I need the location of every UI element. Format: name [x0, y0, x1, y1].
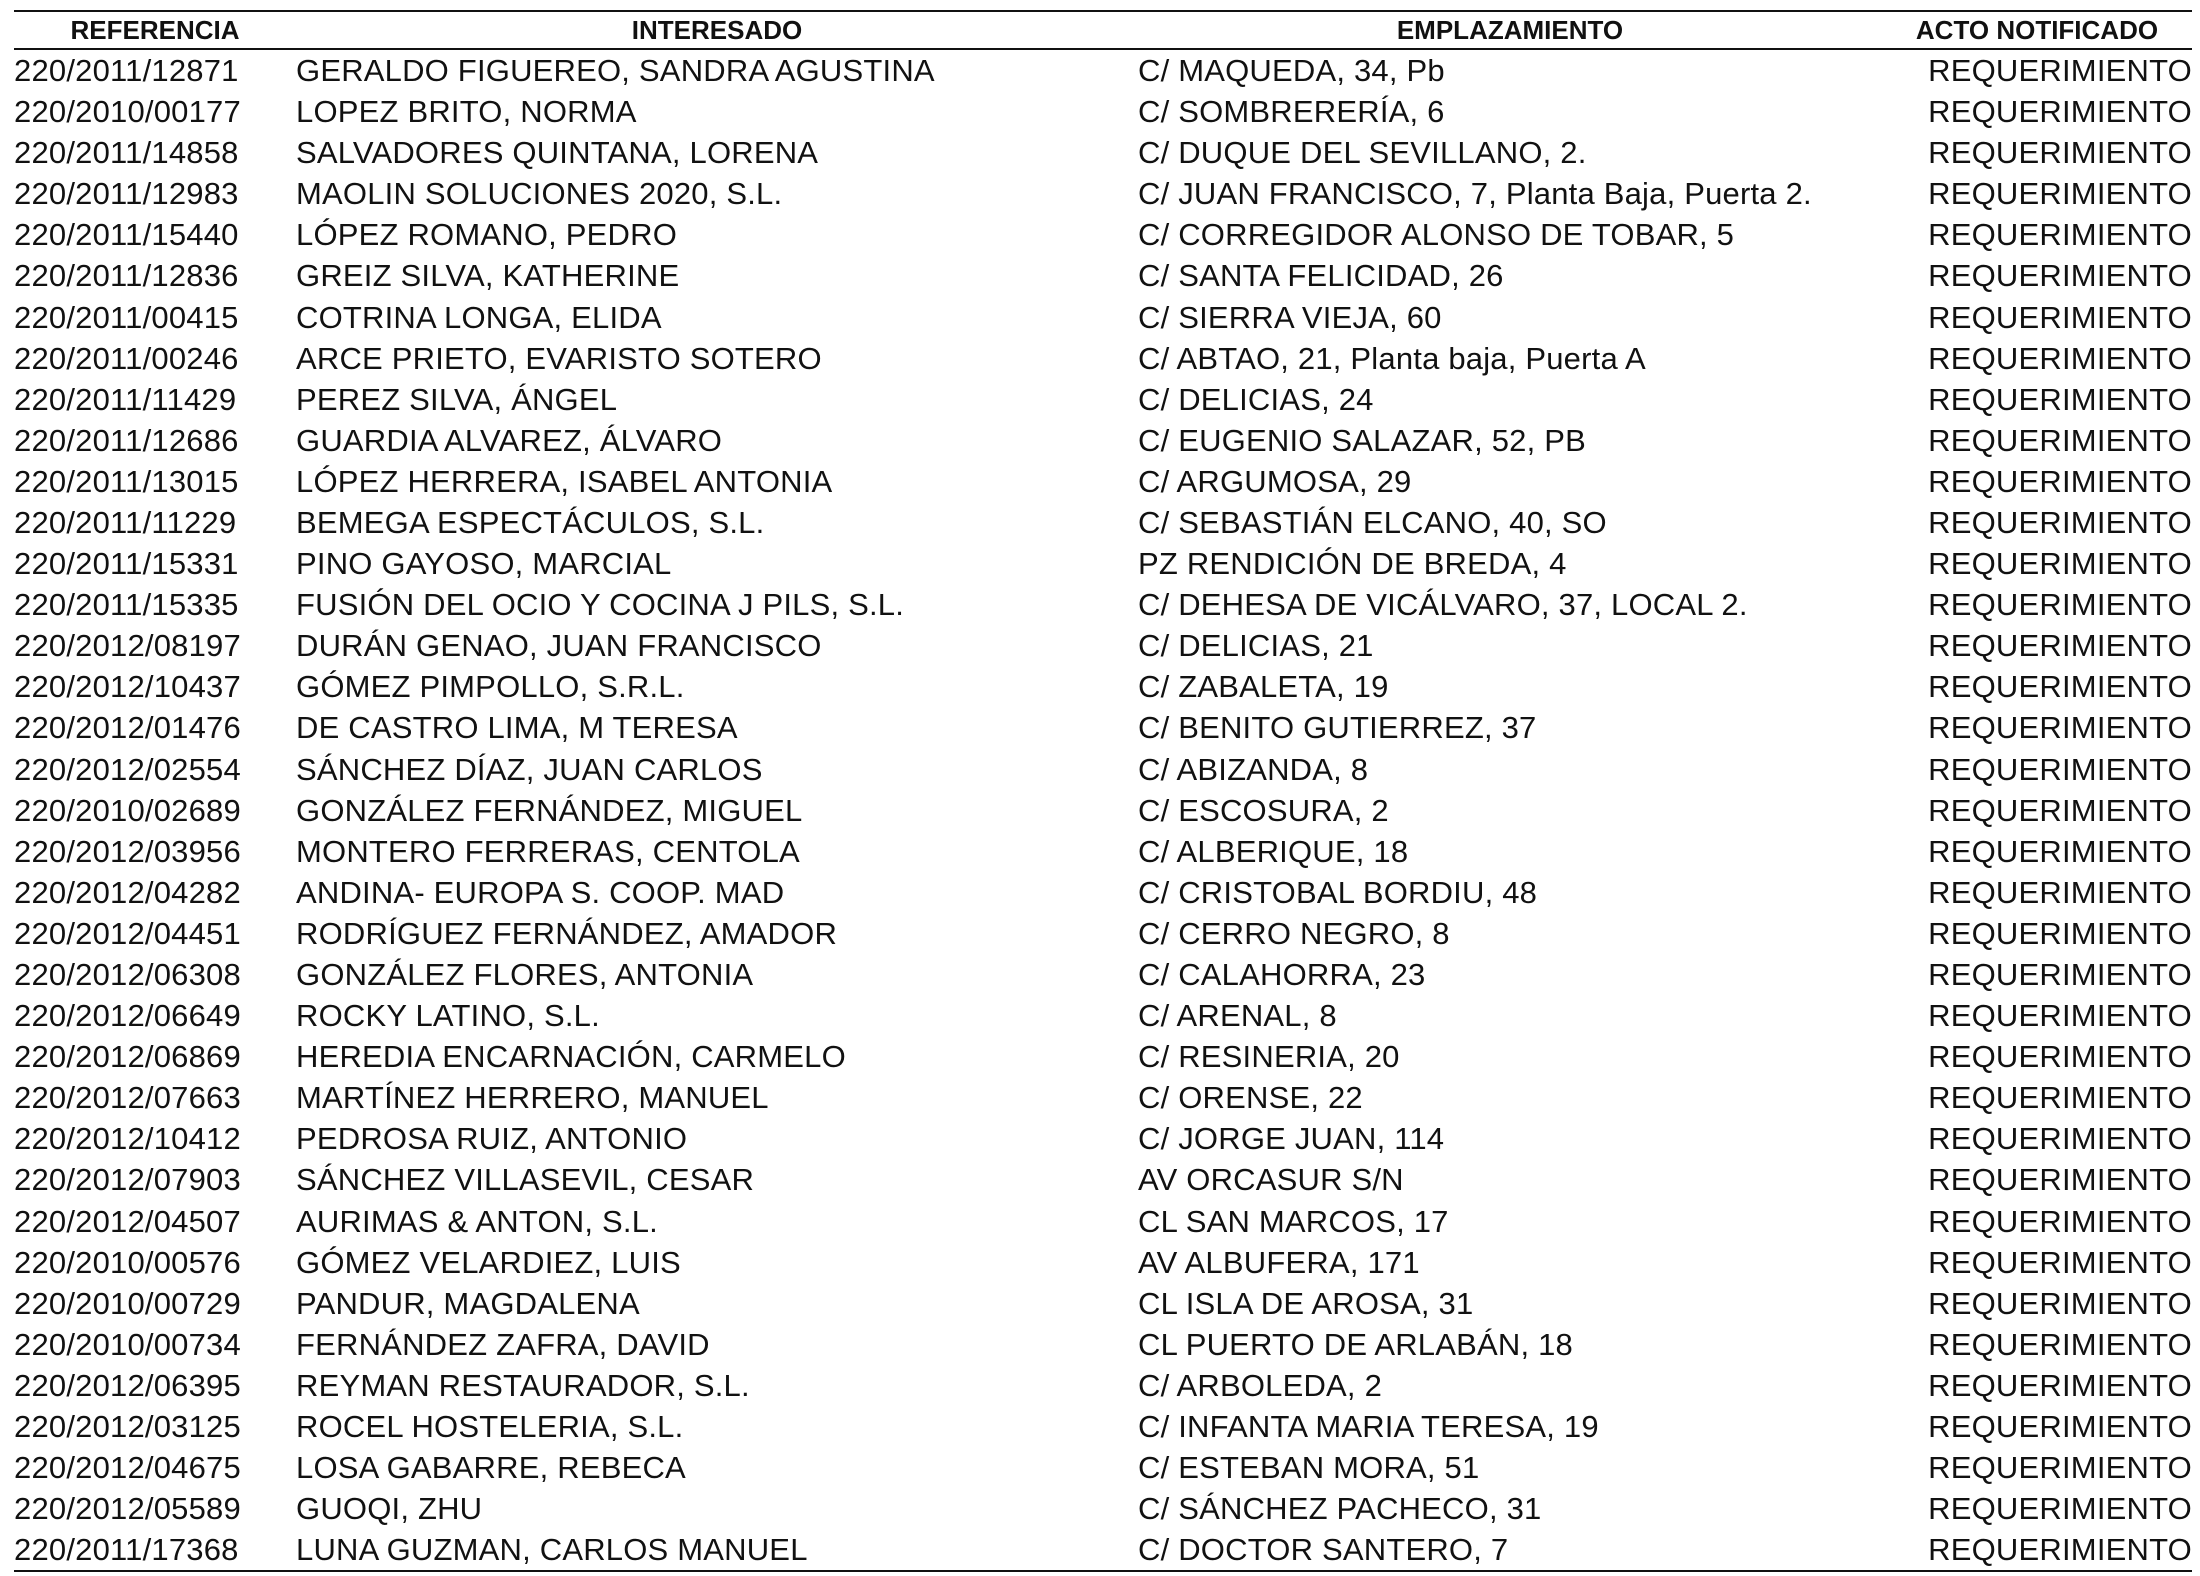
cell-emplazamiento: C/ CORREGIDOR ALONSO DE TOBAR, 5	[1138, 217, 1735, 253]
cell-interesado: SÁNCHEZ DÍAZ, JUAN CARLOS	[296, 751, 763, 787]
cell-emplazamiento: C/ ARGUMOSA, 29	[1138, 463, 1412, 499]
header-acto-notificado: ACTO NOTIFICADO	[1882, 11, 2192, 49]
header-row	[14, 11, 2192, 49]
table-row	[14, 461, 2192, 502]
cell-acto-notificado: REQUERIMIENTO	[1928, 710, 2192, 746]
cell-interesado: LOSA GABARRE, REBECA	[296, 1450, 686, 1486]
cell-interesado: MARTÍNEZ HERRERO, MANUEL	[296, 1080, 769, 1116]
table-row	[14, 1283, 2192, 1324]
cell-interesado: LÓPEZ ROMANO, PEDRO	[296, 217, 678, 253]
cell-referencia: 220/2011/14858	[14, 135, 239, 171]
table-row	[14, 954, 2192, 995]
cell-emplazamiento: C/ SOMBRERERÍA, 6	[1138, 94, 1445, 130]
cell-emplazamiento: CL SAN MARCOS, 17	[1138, 1203, 1449, 1239]
cell-interesado: ROCEL HOSTELERIA, S.L.	[296, 1409, 684, 1445]
cell-referencia: 220/2010/00734	[14, 1326, 241, 1362]
cell-referencia: 220/2011/15335	[14, 587, 239, 623]
cell-referencia: 220/2012/06308	[14, 957, 241, 993]
cell-acto-notificado: REQUERIMIENTO	[1928, 1203, 2192, 1239]
cell-interesado: GUOQI, ZHU	[296, 1491, 483, 1527]
cell-interesado: COTRINA LONGA, ELIDA	[296, 299, 662, 335]
cell-referencia: 220/2012/06869	[14, 1039, 241, 1075]
cell-emplazamiento: CL PUERTO DE ARLABÁN, 18	[1138, 1326, 1573, 1362]
cell-emplazamiento: C/ SEBASTIÁN ELCANO, 40, SO	[1138, 504, 1607, 540]
cell-interesado: GREIZ SILVA, KATHERINE	[296, 258, 680, 294]
cell-interesado: FERNÁNDEZ ZAFRA, DAVID	[296, 1326, 710, 1362]
cell-emplazamiento: C/ SIERRA VIEJA, 60	[1138, 299, 1442, 335]
header-interesado: INTERESADO	[296, 11, 1138, 49]
table-row	[14, 214, 2192, 255]
cell-referencia: 220/2012/04451	[14, 915, 241, 951]
table-row	[14, 1529, 2192, 1571]
cell-referencia: 220/2011/12871	[14, 53, 239, 88]
cell-interesado: GÓMEZ PIMPOLLO, S.R.L.	[296, 669, 685, 705]
cell-interesado: MAOLIN SOLUCIONES 2020, S.L.	[296, 176, 783, 212]
table-header	[14, 11, 2192, 49]
table-row	[14, 625, 2192, 666]
table-row	[14, 49, 2192, 91]
cell-acto-notificado: REQUERIMIENTO	[1928, 1080, 2192, 1116]
cell-interesado: REYMAN RESTAURADOR, S.L.	[296, 1367, 750, 1403]
cell-acto-notificado: REQUERIMIENTO	[1928, 504, 2192, 540]
cell-acto-notificado: REQUERIMIENTO	[1928, 1162, 2192, 1198]
cell-interesado: DE CASTRO LIMA, M TERESA	[296, 710, 738, 746]
cell-interesado: PEDROSA RUIZ, ANTONIO	[296, 1121, 688, 1157]
cell-referencia: 220/2012/02554	[14, 751, 241, 787]
table-row	[14, 913, 2192, 954]
cell-acto-notificado: REQUERIMIENTO	[1928, 1450, 2192, 1486]
cell-emplazamiento: C/ ARENAL, 8	[1138, 998, 1337, 1034]
cell-referencia: 220/2012/07663	[14, 1080, 241, 1116]
table-body	[14, 49, 2192, 1571]
cell-emplazamiento: C/ CALAHORRA, 23	[1138, 957, 1426, 993]
table-row	[14, 831, 2192, 872]
cell-referencia: 220/2011/15440	[14, 217, 239, 253]
cell-emplazamiento: C/ ESTEBAN MORA, 51	[1138, 1450, 1480, 1486]
cell-acto-notificado: REQUERIMIENTO	[1928, 957, 2192, 993]
cell-emplazamiento: AV ALBUFERA, 171	[1138, 1244, 1420, 1280]
cell-acto-notificado: REQUERIMIENTO	[1928, 998, 2192, 1034]
table-row	[14, 173, 2192, 214]
table-row	[14, 543, 2192, 584]
cell-referencia: 220/2010/00729	[14, 1285, 241, 1321]
cell-acto-notificado: REQUERIMIENTO	[1928, 587, 2192, 623]
cell-referencia: 220/2012/05589	[14, 1491, 241, 1527]
cell-acto-notificado: REQUERIMIENTO	[1928, 1326, 2192, 1362]
cell-referencia: 220/2010/00177	[14, 94, 241, 130]
cell-interesado: SALVADORES QUINTANA, LORENA	[296, 135, 819, 171]
cell-interesado: PANDUR, MAGDALENA	[296, 1285, 640, 1321]
notification-table	[14, 10, 2192, 1572]
cell-emplazamiento: C/ ORENSE, 22	[1138, 1080, 1363, 1116]
cell-interesado: LÓPEZ HERRERA, ISABEL ANTONIA	[296, 463, 833, 499]
table-row	[14, 255, 2192, 296]
cell-acto-notificado: REQUERIMIENTO	[1928, 669, 2192, 705]
cell-interesado: ARCE PRIETO, EVARISTO SOTERO	[296, 340, 822, 376]
table-row	[14, 872, 2192, 913]
cell-emplazamiento: C/ DELICIAS, 21	[1138, 628, 1374, 664]
cell-interesado: ANDINA- EUROPA S. COOP. MAD	[296, 874, 785, 910]
table-row	[14, 1242, 2192, 1283]
table-row	[14, 1201, 2192, 1242]
cell-interesado: LOPEZ BRITO, NORMA	[296, 94, 637, 130]
table-row	[14, 707, 2192, 748]
table-row	[14, 296, 2192, 337]
cell-emplazamiento: C/ DELICIAS, 24	[1138, 381, 1374, 417]
cell-interesado: MONTERO FERRERAS, CENTOLA	[296, 833, 800, 869]
cell-referencia: 220/2012/06649	[14, 998, 241, 1034]
cell-emplazamiento: C/ SANTA FELICIDAD, 26	[1138, 258, 1504, 294]
table-row	[14, 132, 2192, 173]
table-row	[14, 666, 2192, 707]
cell-acto-notificado: REQUERIMIENTO	[1928, 53, 2192, 88]
cell-emplazamiento: C/ DEHESA DE VICÁLVARO, 37, LOCAL 2.	[1138, 587, 1748, 623]
cell-emplazamiento: C/ ZABALETA, 19	[1138, 669, 1389, 705]
cell-interesado: GONZÁLEZ FLORES, ANTONIA	[296, 957, 754, 993]
cell-emplazamiento: C/ ARBOLEDA, 2	[1138, 1367, 1383, 1403]
cell-emplazamiento: C/ MAQUEDA, 34, Pb	[1138, 53, 1445, 88]
cell-acto-notificado: REQUERIMIENTO	[1928, 1121, 2192, 1157]
table-row	[14, 338, 2192, 379]
cell-interesado: ROCKY LATINO, S.L.	[296, 998, 600, 1034]
cell-emplazamiento: C/ CRISTOBAL BORDIU, 48	[1138, 874, 1538, 910]
table-row	[14, 1036, 2192, 1077]
cell-acto-notificado: REQUERIMIENTO	[1928, 1039, 2192, 1075]
cell-emplazamiento: C/ JUAN FRANCISCO, 7, Planta Baja, Puerta 2.	[1138, 176, 1812, 212]
cell-emplazamiento: C/ EUGENIO SALAZAR, 52, PB	[1138, 422, 1586, 458]
cell-acto-notificado: REQUERIMIENTO	[1928, 381, 2192, 417]
table-row	[14, 790, 2192, 831]
table-row	[14, 1324, 2192, 1365]
cell-acto-notificado: REQUERIMIENTO	[1928, 751, 2192, 787]
cell-referencia: 220/2010/00576	[14, 1244, 241, 1280]
cell-acto-notificado: REQUERIMIENTO	[1928, 915, 2192, 951]
cell-emplazamiento: C/ ABTAO, 21, Planta baja, Puerta A	[1138, 340, 1646, 376]
cell-referencia: 220/2012/07903	[14, 1162, 241, 1198]
cell-referencia: 220/2012/01476	[14, 710, 241, 746]
notification-listing	[14, 10, 2192, 1572]
cell-referencia: 220/2011/15331	[14, 546, 239, 582]
cell-referencia: 220/2012/04675	[14, 1450, 241, 1486]
table-row	[14, 1488, 2192, 1529]
cell-referencia: 220/2012/04282	[14, 874, 241, 910]
cell-referencia: 220/2011/12983	[14, 176, 239, 212]
cell-interesado: PINO GAYOSO, MARCIAL	[296, 546, 672, 582]
cell-emplazamiento: C/ ABIZANDA, 8	[1138, 751, 1369, 787]
cell-emplazamiento: C/ ALBERIQUE, 18	[1138, 833, 1409, 869]
cell-referencia: 220/2012/03956	[14, 833, 241, 869]
table-row	[14, 584, 2192, 625]
cell-emplazamiento: AV ORCASUR S/N	[1138, 1162, 1404, 1198]
cell-acto-notificado: REQUERIMIENTO	[1928, 1367, 2192, 1403]
cell-interesado: DURÁN GENAO, JUAN FRANCISCO	[296, 628, 822, 664]
cell-emplazamiento: CL ISLA DE AROSA, 31	[1138, 1285, 1474, 1321]
cell-referencia: 220/2012/06395	[14, 1367, 241, 1403]
cell-referencia: 220/2012/10412	[14, 1121, 241, 1157]
cell-referencia: 220/2012/08197	[14, 628, 241, 664]
cell-referencia: 220/2011/13015	[14, 463, 239, 499]
cell-acto-notificado: REQUERIMIENTO	[1928, 217, 2192, 253]
cell-acto-notificado: REQUERIMIENTO	[1928, 792, 2192, 828]
cell-interesado: GUARDIA ALVAREZ, ÁLVARO	[296, 422, 723, 458]
cell-interesado: AURIMAS & ANTON, S.L.	[296, 1203, 658, 1239]
cell-interesado: HEREDIA ENCARNACIÓN, CARMELO	[296, 1039, 846, 1075]
cell-referencia: 220/2012/03125	[14, 1409, 241, 1445]
cell-interesado: GERALDO FIGUEREO, SANDRA AGUSTINA	[296, 53, 935, 88]
table-row	[14, 420, 2192, 461]
table-row	[14, 1447, 2192, 1488]
cell-interesado: GONZÁLEZ FERNÁNDEZ, MIGUEL	[296, 792, 803, 828]
table-row	[14, 995, 2192, 1036]
cell-interesado: LUNA GUZMAN, CARLOS MANUEL	[296, 1529, 1138, 1571]
table-row	[14, 1159, 2192, 1200]
cell-emplazamiento: PZ RENDICIÓN DE BREDA, 4	[1138, 546, 1567, 582]
cell-acto-notificado: REQUERIMIENTO	[1928, 135, 2192, 171]
cell-acto-notificado: REQUERIMIENTO	[1928, 258, 2192, 294]
cell-referencia: 220/2012/04507	[14, 1203, 241, 1239]
cell-interesado: BEMEGA ESPECTÁCULOS, S.L.	[296, 504, 765, 540]
table-row	[14, 749, 2192, 790]
cell-referencia: 220/2011/00415	[14, 299, 239, 335]
cell-acto-notificado: REQUERIMIENTO	[1882, 1529, 2192, 1571]
table-row	[14, 502, 2192, 543]
cell-acto-notificado: REQUERIMIENTO	[1928, 463, 2192, 499]
cell-referencia: 220/2010/02689	[14, 792, 241, 828]
table-row	[14, 1365, 2192, 1406]
cell-emplazamiento: C/ CERRO NEGRO, 8	[1138, 915, 1450, 951]
cell-referencia: 220/2012/10437	[14, 669, 241, 705]
cell-emplazamiento: C/ ESCOSURA, 2	[1138, 792, 1389, 828]
cell-acto-notificado: REQUERIMIENTO	[1928, 94, 2192, 130]
cell-acto-notificado: REQUERIMIENTO	[1928, 1244, 2192, 1280]
table-row	[14, 379, 2192, 420]
cell-referencia: 220/2011/11429	[14, 381, 237, 417]
header-referencia: REFERENCIA	[14, 11, 296, 49]
cell-interesado: SÁNCHEZ VILLASEVIL, CESAR	[296, 1162, 755, 1198]
cell-emplazamiento: C/ INFANTA MARIA TERESA, 19	[1138, 1409, 1599, 1445]
cell-referencia: 220/2011/11229	[14, 504, 237, 540]
table-row	[14, 1118, 2192, 1159]
cell-acto-notificado: REQUERIMIENTO	[1928, 628, 2192, 664]
cell-emplazamiento: C/ DUQUE DEL SEVILLANO, 2.	[1138, 135, 1587, 171]
header-emplazamiento: EMPLAZAMIENTO	[1138, 11, 1882, 49]
cell-acto-notificado: REQUERIMIENTO	[1928, 176, 2192, 212]
table-row	[14, 91, 2192, 132]
cell-interesado: RODRÍGUEZ FERNÁNDEZ, AMADOR	[296, 915, 838, 951]
cell-acto-notificado: REQUERIMIENTO	[1928, 546, 2192, 582]
cell-acto-notificado: REQUERIMIENTO	[1928, 874, 2192, 910]
cell-acto-notificado: REQUERIMIENTO	[1928, 1491, 2192, 1527]
cell-acto-notificado: REQUERIMIENTO	[1928, 1409, 2192, 1445]
cell-interesado: GÓMEZ VELARDIEZ, LUIS	[296, 1244, 681, 1280]
cell-referencia: 220/2011/17368	[14, 1529, 296, 1571]
cell-referencia: 220/2011/12836	[14, 258, 239, 294]
cell-acto-notificado: REQUERIMIENTO	[1928, 422, 2192, 458]
cell-referencia: 220/2011/12686	[14, 422, 239, 458]
cell-acto-notificado: REQUERIMIENTO	[1928, 1285, 2192, 1321]
cell-emplazamiento: C/ JORGE JUAN, 114	[1138, 1121, 1445, 1157]
table-row	[14, 1406, 2192, 1447]
table-row	[14, 1077, 2192, 1118]
cell-acto-notificado: REQUERIMIENTO	[1928, 833, 2192, 869]
cell-emplazamiento: C/ BENITO GUTIERREZ, 37	[1138, 710, 1537, 746]
cell-acto-notificado: REQUERIMIENTO	[1928, 340, 2192, 376]
cell-emplazamiento: C/ DOCTOR SANTERO, 7	[1138, 1529, 1882, 1571]
cell-emplazamiento: C/ SÁNCHEZ PACHECO, 31	[1138, 1491, 1542, 1527]
cell-acto-notificado: REQUERIMIENTO	[1928, 299, 2192, 335]
cell-interesado: FUSIÓN DEL OCIO Y COCINA J PILS, S.L.	[296, 587, 905, 623]
cell-emplazamiento: C/ RESINERIA, 20	[1138, 1039, 1400, 1075]
cell-referencia: 220/2011/00246	[14, 340, 239, 376]
cell-interesado: PEREZ SILVA, ÁNGEL	[296, 381, 618, 417]
